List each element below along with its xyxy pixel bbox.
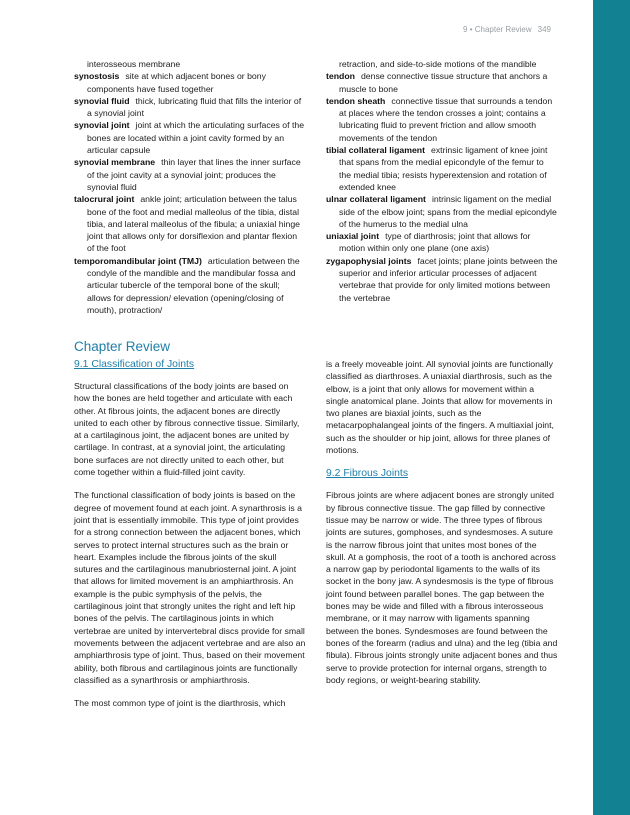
glossary-right-column [326, 58, 558, 304]
glossary-entry [74, 70, 306, 95]
glossary-entry [74, 95, 306, 120]
glossary-entry [326, 193, 558, 230]
glossary-entry [74, 156, 306, 193]
running-head [463, 25, 551, 34]
paragraph: is a freely moveable joint. All synovial joints are functionally classified as diarthroses. A uniaxial diarthrosis, such as the elbow, is a joint that only allows for movement within a single anatomical plane. Joints that allow for movements in two planes are biaxial joints, such as the metacarpophalangeal joints of the fingers. A multiaxial joint, such as the shoulder or hip joint, allows for three planes of motions. [326, 359, 554, 456]
glossary-continuation: interosseous membrane [87, 59, 181, 69]
section-heading-9-1[interactable]: 9.1 Classification of Joints [74, 359, 195, 370]
glossary-left-column [74, 58, 306, 316]
glossary-term: synovial membrane [74, 157, 156, 168]
glossary-term: ulnar collateral ligament [326, 194, 426, 205]
glossary-entry [326, 255, 558, 304]
review-left-column [74, 358, 306, 720]
section-heading-9-2[interactable]: 9.2 Fibrous Joints [326, 468, 409, 480]
paragraph: The functional classification of body joints is based on the degree of movement found at each joint. A synarthrosis is a joint that is essentially immobile. This type of joint provides for a strong connection between the adjacent bones, which serves to protect internal structures such as the brain or heart. Examples include the fibrous joints of the skull sutures and the cartilaginous manubriosternal joint. A joint that allows for limited movement is an amphiarthrosis. An example is the pubic symphysis of the pelvis, the cartilaginous joint that strongly unites the right and left hip bones of the pelvis. The cartilaginous joints in which vertebrae are united by intervertebral discs provide for small movements between the adjacent vertebrae and are also an amphiarthrosis type of joint. Thus, based on their movement ability, both fibrous and cartilaginous joints are functionally classified as a synarthrosis or amphiarthrosis. [74, 490, 306, 685]
glossary-entry [74, 193, 306, 254]
paragraph: The most common type of joint is the diarthrosis, which [74, 698, 286, 709]
glossary-entry [326, 70, 558, 95]
glossary-definition: articulation between the condyle of the mandible and the mandibular fossa and articular tubercle of the temporal bone of the skull; allows for depression/ elevation (opening/closing of mouth), protraction/ [87, 255, 300, 315]
glossary-definition: intrinsic ligament on the medial side of the elbow joint; spans from the medial epicondyle of the humerus to the medial ulna [339, 194, 557, 229]
glossary-entry [326, 230, 558, 255]
glossary-entry [74, 119, 306, 156]
glossary-definition: extrinsic ligament of knee joint that spans from the medial epicondyle of the femur to the medial tibia; resists hyperextension and rotation of extended knee [339, 145, 548, 192]
side-color-bar [593, 0, 630, 815]
glossary-entry [74, 255, 306, 316]
page-number: 349 [537, 25, 551, 34]
glossary-term: tibial collateral ligament [326, 145, 425, 156]
glossary-term: synovial joint [74, 120, 130, 131]
glossary-term: temporomandibular joint (TMJ) [74, 255, 202, 266]
glossary-term: tendon [326, 71, 355, 82]
paragraph: Fibrous joints are where adjacent bones are strongly united by fibrous connective tissue. The gap filled by connective tissue may be narrow or wide. The three types of fibrous joints are sutures, gomphoses, and syndesmoses. A suture is the narrow fibrous joint that unites most bones of the skull. At a gomphosis, the root of a tooth is anchored across a narrow gap by periodontal ligaments to the walls of its socket in the bony jaw. A syndesmosis is the type of fibrous joint found between parallel bones. The gap between the bones may be wide and filled with a fibrous interosseous membrane, or it may narrow with ligaments spanning between the bones. Syndesmoses are found between the bones of the forearm (radius and ulna) and the leg (tibia and fibula). Fibrous joints strongly unite adjacent bones and thus serve to provide protection for internal organs, strength to body regions, or weight-bearing stability. [326, 490, 558, 685]
glossary-term: zygapophysial joints [326, 255, 412, 266]
glossary-definition: thin layer that lines the inner surface of the joint cavity at a synovial joint; produces the synovial fluid [87, 157, 301, 192]
glossary-definition: type of diarthrosis; joint that allows for motion within only one plane (one axis) [339, 231, 531, 254]
glossary-continuation: retraction, and side-to-side motions of the mandible [339, 59, 537, 69]
review-right-column [326, 358, 558, 697]
glossary-entry [326, 95, 558, 144]
glossary-term: synovial fluid [74, 95, 130, 106]
glossary-entry [326, 144, 558, 193]
glossary-definition: dense connective tissue structure that anchors a muscle to bone [339, 71, 548, 94]
chapter-review-heading: Chapter Review [74, 339, 171, 354]
glossary-term: synostosis [74, 71, 120, 82]
glossary-term: talocrural joint [74, 194, 135, 205]
glossary-definition: ankle joint; articulation between the talus bone of the foot and medial malleolus of the tibia, distal tibia, and lateral malleolus of the fibula; a uniaxial hinge joint that allows only for dorsiflexion and plantar flexion of the foot [87, 194, 300, 254]
glossary-term: tendon sheath [326, 95, 386, 106]
glossary-definition: connective tissue that surrounds a tendon at places where the tendon crosses a joint; contains a lubricating fluid to prevent friction and allow smooth movements of the tendon [339, 95, 553, 143]
paragraph: Structural classifications of the body joints are based on how the bones are held together and articulate with each other. At fibrous joints, the adjacent bones are directly united to each other by fibrous connective tissue. Similarly, at a cartilaginous joint, the adjacent bones are united by cartilage. In contrast, at a synovial joint, the articulating bone surfaces are not directly united to each other, but come together within a fluid-filled joint cavity. [74, 381, 300, 478]
glossary-definition: thick, lubricating fluid that fills the interior of a synovial joint [87, 95, 302, 119]
glossary-definition: site at which adjacent bones or bony components have fused together [87, 71, 266, 94]
glossary-definition: facet joints; plane joints between the superior and inferior articular processes of adjacent vertebrae that provide for only limited motions between the vertebrae [339, 255, 558, 303]
glossary-definition: joint at which the articulating surfaces of the bones are located within a joint cavity formed by an articular capsule [87, 120, 305, 156]
running-head-title: 9 • Chapter Review [463, 25, 532, 34]
glossary-term: uniaxial joint [326, 231, 380, 242]
